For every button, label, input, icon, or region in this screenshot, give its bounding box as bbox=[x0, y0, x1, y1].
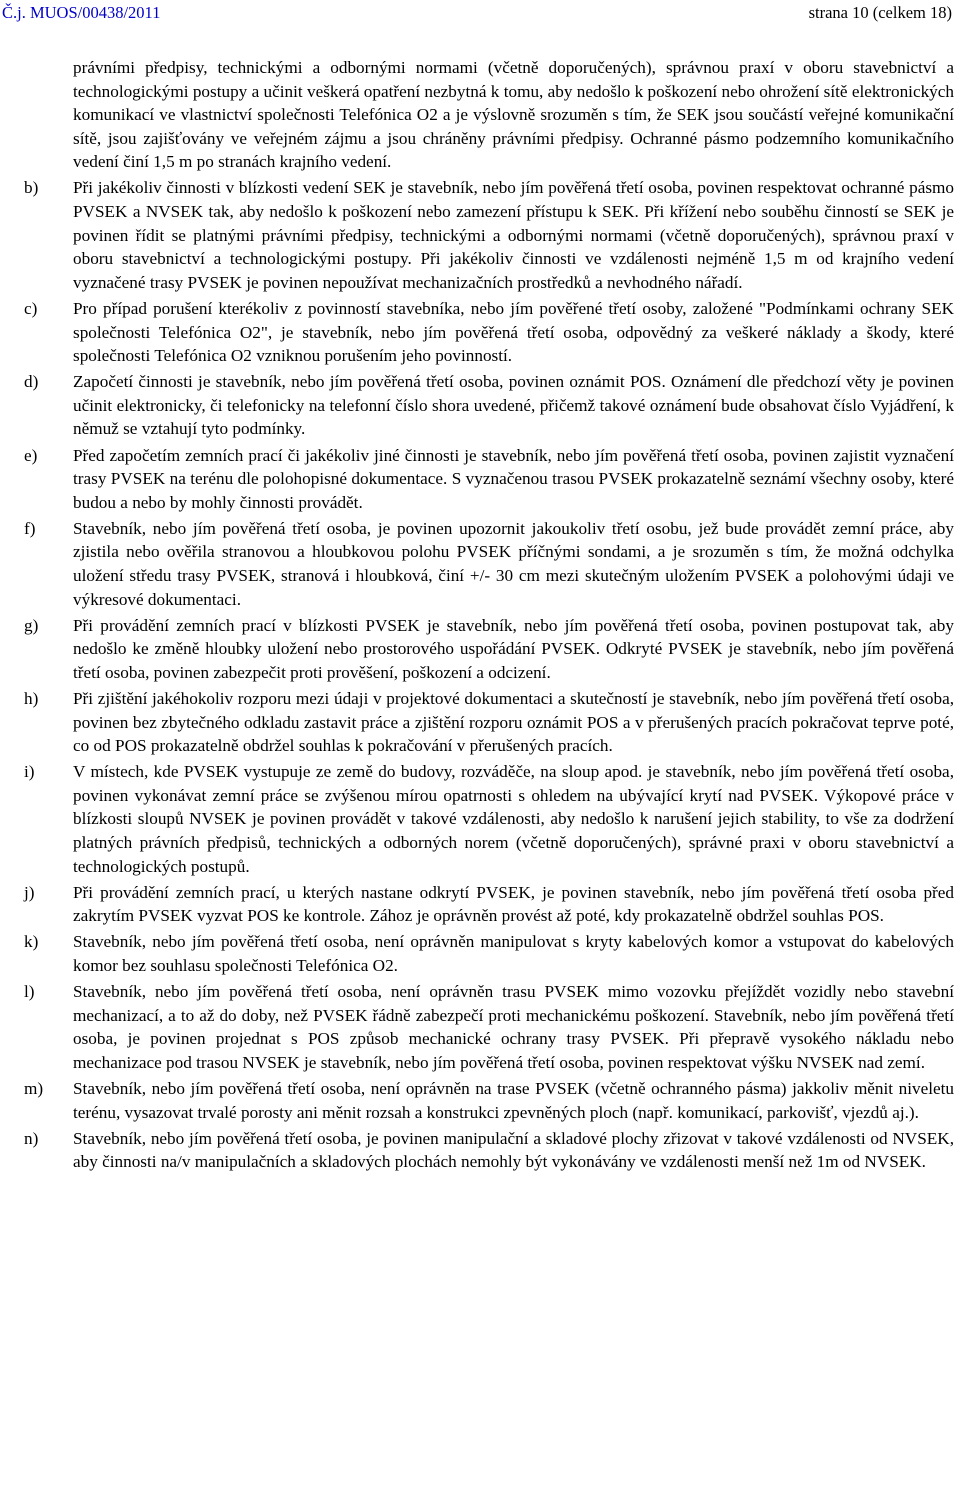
list-item-label: e) bbox=[24, 445, 38, 465]
list-item-text: Pro případ porušení kterékoliv z povinností stavebníka, nebo jím pověřené třetí osoby, založené "Podmínkami ochrany SEK společnosti Telefónica O2", je stavebník, nebo jím pověřená třetí osoba, odpovědný za veškeré náklady a škody, které společnosti Telefónica O2 vzniknou porušením jeho povinností. bbox=[73, 298, 954, 366]
page-number: strana 10 (celkem 18) bbox=[808, 3, 952, 22]
list-item-m bbox=[24, 1077, 954, 1124]
document-body bbox=[24, 56, 954, 1174]
list-item-label: j) bbox=[24, 882, 35, 902]
list-item-label: n) bbox=[24, 1128, 39, 1148]
list-item-text: Stavebník, nebo jím pověřená třetí osoba, není oprávněn na trase PVSEK (včetně ochranného pásma) jakkoliv měnit niveletu terénu, vysazovat trvalé porosty ani měnit rozsah a konstrukci zpevněných ploch (např. komunikací, parkovišť, vjezdů aj.). bbox=[73, 1078, 954, 1122]
list-item-label: g) bbox=[24, 615, 39, 635]
list-item-label: k) bbox=[24, 932, 39, 952]
list-item-text: Stavebník, nebo jím pověřená třetí osoba, není oprávněn trasu PVSEK mimo vozovku přejíždět vozidly nebo stavební mechanizací, a to až do doby, než PVSEK řádně zabezpečí proti mechanickému poškození. Stavebník, nebo jím pověřená třetí osoba, je povinen projednat s POS způsob mechanické ochrany trasy PVSEK. Při přepravě vysokého nákladu nebo mechanizace pod trasou NVSEK je stavebník, nebo jím pověřená třetí osoba, povinen respektovat výšku NVSEK nad zemí. bbox=[73, 982, 954, 1072]
list-item-b bbox=[24, 176, 954, 294]
list-item-d bbox=[24, 370, 954, 441]
list-item-j bbox=[24, 881, 954, 928]
list-item-label: d) bbox=[24, 372, 39, 392]
list-item-text: Započetí činnosti je stavebník, nebo jím pověřená třetí osoba, povinen oznámit POS. Oznámení dle předchozí věty je povinen učinit elektronicky, či telefonicky na telefonní číslo shora uvedené, přičemž takové oznámení bude obsahovat číslo Vyjádření, k němuž se vztahují tyto podmínky. bbox=[73, 372, 954, 439]
list-item-label: i) bbox=[24, 762, 35, 782]
list-item-c bbox=[24, 297, 954, 368]
list-item-g bbox=[24, 614, 954, 685]
list-item-f bbox=[24, 517, 954, 611]
list-item-text: Stavebník, nebo jím pověřená třetí osoba, je povinen manipulační a skladové plochy zřizovat v takové vzdálenosti od NVSEK, aby činnosti na/v manipulačních a skladových plochách nemohly být vykonávány ve vzdálenosti menší než 1m od NVSEK. bbox=[73, 1128, 954, 1172]
list-item-text: Při provádění zemních prací, u kterých nastane odkrytí PVSEK, je povinen stavebník, nebo jím pověřená třetí osoba před zakrytím PVSEK vyzvat POS ke kontrole. Zához je oprávněn provést až poté, kdy prokazatelně obdržel souhlas POS. bbox=[73, 882, 954, 926]
list-item-label: h) bbox=[24, 688, 39, 708]
list-item-text: Před započetím zemních prací či jakékoliv jiné činnosti je stavebník, nebo jím pověřená třetí osoba, povinen zajistit vyznačení trasy PVSEK na terénu dle polohopisné dokumentace. S vyznačenou trasou PVSEK prokazatelně seznámí všechny osoby, které budou a nebo by mohly činnosti provádět. bbox=[73, 445, 954, 512]
list-item-e bbox=[24, 444, 954, 515]
intro-paragraph: právními předpisy, technickými a odbornými normami (včetně doporučených), správnou praxí v oboru stavebnictví a technologickými postupy a učinit veškerá opatření nezbytná k tomu, aby nedošlo k poškození nebo ohrožení sítě elektronických komunikací ve vlastnictví společnosti Telefónica O2 a je výslovně srozuměn s tím, že SEK jsou součástí veřejné komunikační sítě, jsou zajišťovány ve veřejném zájmu a jsou chráněny právními předpisy. Ochranné pásmo podzemního komunikačního vedení činí 1,5 m po stranách krajního vedení. bbox=[73, 58, 954, 172]
list-item-label: b) bbox=[24, 178, 39, 198]
page-header bbox=[0, 3, 960, 27]
list-item-k bbox=[24, 930, 954, 977]
list-item-label: m) bbox=[24, 1078, 44, 1098]
list-item-text: Stavebník, nebo jím pověřená třetí osoba, je povinen upozornit jakoukoliv třetí osobu, jež bude provádět zemní práce, aby zjistila nebo ověřila stranovou a hloubkovou polohu PVSEK příčnými sondami, a je srozuměn s tím, že možná odchylka uložení středu trasy PVSEK, stranová i hloubková, činí +/- 30 cm mezi skutečným uložením PVSEK a polohovými údaji ve výkresové dokumentaci. bbox=[73, 518, 954, 609]
list-item-label: f) bbox=[24, 518, 36, 538]
list-item-n bbox=[24, 1127, 954, 1174]
list-item-label: l) bbox=[24, 982, 35, 1002]
list-item-text: Stavebník, nebo jím pověřená třetí osoba, není oprávněn manipulovat s kryty kabelových komor a vstupovat do kabelových komor bez souhlasu společnosti Telefónica O2. bbox=[73, 932, 954, 975]
list-item-text: Při jakékoliv činnosti v blízkosti vedení SEK je stavebník, nebo jím pověřená třetí osoba, povinen respektovat ochranné pásmo PVSEK a NVSEK tak, aby nedošlo k poškození nebo zamezení přístupu k SEK. Při křížení nebo souběhu činností se SEK je povinen řídit se platnými právními předpisy, technickými a odbornými normami (včetně doporučených), správnou praxí v oboru stavebnictví a technologickými postupy. Při jakékoliv činnosti ve vzdálenosti nejméně 1,5 m od krajního vedení vyznačené trasy PVSEK je povinen nepoužívat mechanizačních prostředků a nevhodného nářadí. bbox=[73, 178, 954, 292]
reference-number: Č.j. MUOS/00438/2011 bbox=[2, 3, 161, 22]
list-item-h bbox=[24, 687, 954, 758]
list-item-i bbox=[24, 760, 954, 878]
list-item-text: Při zjištění jakéhokoliv rozporu mezi údaji v projektové dokumentaci a skutečností je stavebník, nebo jím pověřená třetí osoba, povinen bez zbytečného odkladu zastavit práce a zjištění rozporu oznámit POS a v přerušených pracích pokračovat teprve poté, co od POS prokazatelně obdržel souhlas k pokračování v přerušených pracích. bbox=[73, 688, 954, 756]
list-item-l bbox=[24, 980, 954, 1074]
list-item-text: Při provádění zemních prací v blízkosti PVSEK je stavebník, nebo jím pověřená třetí osoba, povinen postupovat tak, aby nedošlo ke změně hloubky uložení nebo prostorového uspořádání PVSEK. Odkryté PVSEK je stavebník, nebo jím pověřená třetí osoba, povinen zabezpečit proti prověšení, poškození a odcizení. bbox=[73, 615, 954, 682]
list-item-label: c) bbox=[24, 298, 38, 318]
list-item-text: V místech, kde PVSEK vystupuje ze země do budovy, rozváděče, na sloup apod. je stavebník, nebo jím pověřená třetí osoba, povinen vykonávat zemní práce se zvýšenou mírou opatrnosti s ohledem na ubývající krytí nad PVSEK. Výkopové práce v blízkosti sloupů NVSEK je povinen provádět v takové vzdálenosti, aby nedošlo k narušení jejich stability, to vše za dodržení platných právních předpisů, technických a odborných norem (včetně doporučených), správné praxi v oboru stavebnictví a technologických postupů. bbox=[73, 762, 954, 876]
